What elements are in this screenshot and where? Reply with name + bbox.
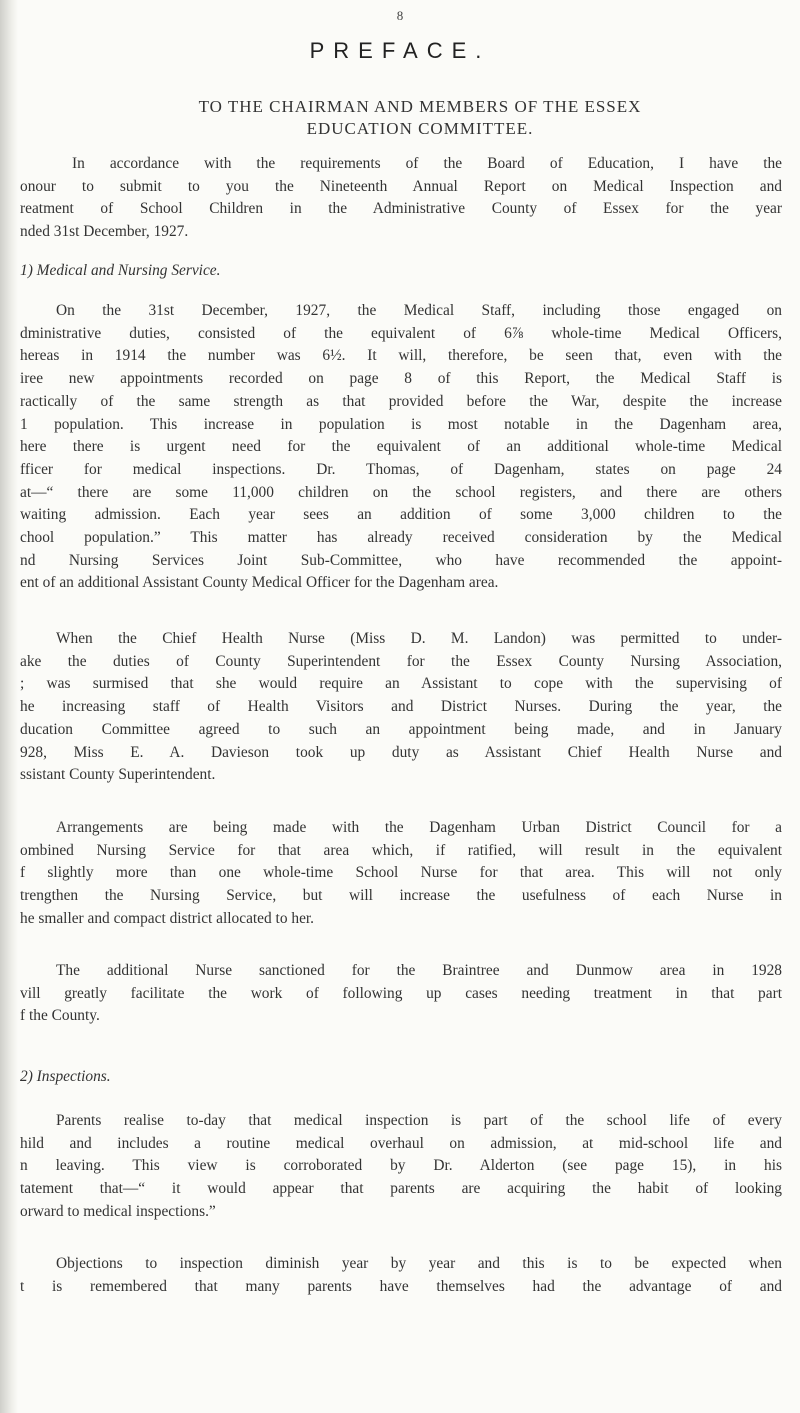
text-line: In accordance with the requirements of the Board of Education, I have the bbox=[72, 155, 782, 172]
paragraph bbox=[20, 1253, 782, 1298]
text-line: ducation Committee agreed to such an appointment being made, and in January bbox=[20, 720, 782, 738]
text-line: tatement that—“ it would appear that parents are acquiring the habit of looking bbox=[20, 1180, 782, 1198]
text-line: orward to medical inspections.” bbox=[20, 1202, 216, 1220]
text-line: n leaving. This view is corroborated by Dr. Alderton (see page 15), in his bbox=[20, 1157, 782, 1175]
text-line: waiting admission. Each year sees an addition of some 3,000 children to the bbox=[20, 506, 782, 524]
text-line: dministrative duties, consisted of the equivalent of 6⅞ whole-time Medical Officers, bbox=[20, 324, 782, 342]
text-line: ake the duties of County Superintendent for the Essex County Nursing Association, bbox=[20, 652, 782, 670]
text-line: t is remembered that many parents have themselves had the advantage of and bbox=[20, 1277, 782, 1295]
text-line: Parents realise to-day that medical inspection is part of the school life of every bbox=[56, 1112, 782, 1129]
paragraph bbox=[20, 628, 782, 787]
page-number: 8 bbox=[396, 8, 404, 23]
text-line: nd Nursing Services Joint Sub-Committee, who have recommended the appoint- bbox=[20, 551, 782, 569]
text-line: ent of an additional Assistant County Medical Officer for the Dagenham area. bbox=[20, 574, 499, 592]
text-line: iree new appointments recorded on page 8 of this Report, the Medical Staff is bbox=[20, 370, 782, 388]
text-line: 1 population. This increase in population is most notable in the Dagenham area, bbox=[20, 415, 782, 433]
text-line: vill greatly facilitate the work of following up cases needing treatment in that part bbox=[20, 984, 782, 1002]
text-line: hild and includes a routine medical overhaul on admission, at mid-school life and bbox=[20, 1134, 782, 1152]
text-line: reatment of School Children in the Administrative County of Essex for the year bbox=[20, 200, 782, 218]
text-line: nded 31st December, 1927. bbox=[20, 223, 189, 241]
addressee-line: EDUCATION COMMITTEE. bbox=[306, 119, 534, 138]
paragraph bbox=[20, 1110, 782, 1224]
text-line: he increasing staff of Health Visitors and District Nurses. During the year, the bbox=[20, 698, 782, 716]
text-line: fficer for medical inspections. Dr. Thomas, of Dagenham, states on page 24 bbox=[20, 460, 782, 478]
text-line: ombined Nursing Service for that area which, if ratified, will result in the equivalent bbox=[20, 841, 782, 859]
section-heading: 1) Medical and Nursing Service. bbox=[20, 262, 221, 279]
text-line: here there is urgent need for the equivalent of an additional whole-time Medical bbox=[20, 438, 782, 456]
text-line: The additional Nurse sanctioned for the Braintree and Dunmow area in 1928 bbox=[56, 962, 782, 979]
paragraph bbox=[20, 960, 782, 1028]
text-line: On the 31st December, 1927, the Medical Staff, including those engaged on bbox=[56, 302, 782, 319]
text-line: Objections to inspection diminish year by year and this is to be expected when bbox=[56, 1255, 782, 1272]
paragraph bbox=[20, 300, 782, 595]
text-line: trengthen the Nursing Service, but will increase the usefulness of each Nurse in bbox=[20, 887, 782, 905]
page-title: PREFACE. bbox=[309, 38, 491, 63]
addressee bbox=[120, 96, 720, 140]
text-line: Arrangements are being made with the Dagenham Urban District Council for a bbox=[56, 819, 782, 836]
text-line: chool population.” This matter has already received consideration by the Medical bbox=[20, 529, 782, 547]
paragraph bbox=[20, 817, 782, 931]
text-line: 928, Miss E. A. Davieson took up duty as Assistant Chief Health Nurse and bbox=[20, 743, 782, 761]
text-line: onour to submit to you the Nineteenth Annual Report on Medical Inspection and bbox=[20, 177, 782, 195]
text-line: at—“ there are some 11,000 children on the school registers, and there are others bbox=[20, 483, 782, 501]
text-line: ractically of the same strength as that provided before the War, despite the increase bbox=[20, 392, 782, 410]
addressee-line: TO THE CHAIRMAN AND MEMBERS OF THE ESSEX bbox=[198, 97, 642, 116]
text-line: ; was surmised that she would require an Assistant to cope with the supervising of bbox=[20, 675, 782, 693]
text-line: f the County. bbox=[20, 1007, 100, 1025]
intro-paragraph bbox=[20, 153, 782, 244]
text-line: ssistant County Superintendent. bbox=[20, 766, 216, 784]
text-line: When the Chief Health Nurse (Miss D. M. Landon) was permitted to under- bbox=[56, 630, 782, 647]
section-heading: 2) Inspections. bbox=[20, 1068, 111, 1085]
binding-shadow bbox=[0, 0, 18, 1413]
text-line: f slightly more than one whole-time School Nurse for that area. This will not only bbox=[20, 864, 782, 882]
text-line: he smaller and compact district allocated to her. bbox=[20, 909, 315, 927]
text-line: hereas in 1914 the number was 6½. It will, therefore, be seen that, even with the bbox=[20, 347, 782, 365]
